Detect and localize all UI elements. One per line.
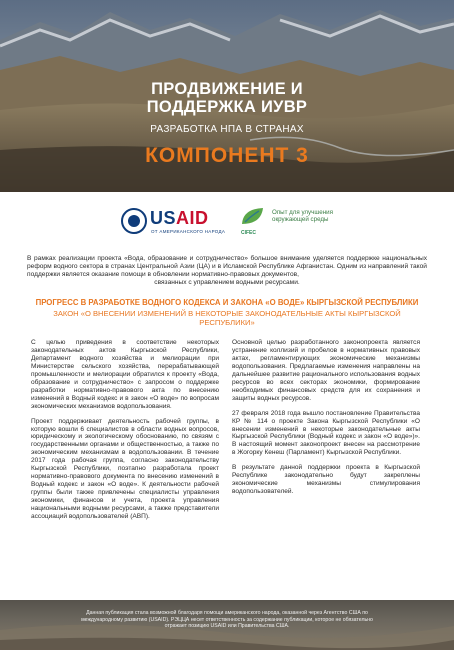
left-paragraph-1: С целью приведения в соответствие некоторых законодательных актов Кыргызской Республики, Департамент водного хозяйства и мелиорации при Министерстве сельского хозяйства, перерабатывающей промышленности и мелиорации обратился к проекту «Вода, образование и сотрудничество» с запросом о поддержке разработки нормативно-правового акта по внесению изменений в Водный кодекс и в закон «О воде» по вопросам экономических механизмов водопользования. <box>31 339 219 410</box>
intro-text: В рамках реализации проекта «Вода, образование и сотрудничество» большое внимание уделяется поддержке национальных реформ водного сектора в странах Центральной Азии (ЦА) и в Исламской Республике Афганистан. Одним из направлений такой поддержки является оказание помощи в обновлении нормативно-правовых документов, <box>27 255 427 278</box>
left-column <box>31 339 219 528</box>
cifec-tagline: Опыт для улучшения окружающей среды <box>272 209 333 224</box>
usaid-logo-aid: AID <box>176 208 209 228</box>
section-subheading: ЗАКОН «О ВНЕСЕНИИ ИЗМЕНЕНИЙ В НЕКОТОРЫЕ ЗАКОНОДАТЕЛЬНЫЕ АКТЫ КЫРГЫЗСКОЙ РЕСПУБЛИКИ» <box>53 309 401 327</box>
left-paragraph-2: Проект поддерживает деятельность рабочей группы, в которую вошли 6 специалистов в области водных вопросов, юридическому и экологическому обоснованию, по связям с государственными органами и общественностью, а также по экономическим механизмам в водопользовании. В течение 2017 года рабочая группа, согласно законодательству Кыргызской Республики, поэтапно разработала проект нормативно-правового документа по внесению изменений в Водный кодекс и закон «О воде». К деятельности рабочей группы были также привлечены специалисты управления экономики, финансов и учета, проекта управления национальными водными ресурсами, а также представители ассоциаций водопользователей (АВП). <box>31 417 219 521</box>
right-paragraph-3: В результате данной поддержки проекта в Кыргызской Республике законодательно будут закреплены экономические механизмы стимулирования водопользователей. <box>232 464 420 496</box>
hero-title-line2: ПОДДЕРЖКА ИУВР <box>146 98 308 116</box>
cifec-leaf-icon <box>239 206 267 228</box>
footer-disclaimer: Данная публикация стала возможной благодаря помощи американского народа, оказанной через Агентство США по международному развитию (USAID). РЭЦЦА несет ответственность за содержание публикации, которое не обязательно отражает позицию USAID или Правительства США. <box>81 610 373 630</box>
usaid-seal-icon <box>121 208 147 234</box>
usaid-logo <box>150 208 209 229</box>
intro-text-last: связанных с управлением водными ресурсами. <box>154 279 300 286</box>
partner-logos <box>0 200 454 246</box>
right-paragraph-2: 27 февраля 2018 года вышло постановление Правительства КР № 114 о проекте Закона Кыргызской Республики «О внесении изменений в некоторые законодательные акты Кыргызской Республики (Водный кодекс и закон «О воде»)». В настоящий момент законопроект внесен на рассмотрение в Жогорку Кенеш (Парламент) Кыргызской Республики. <box>232 409 420 457</box>
cifec-label: CIFEC <box>241 230 256 236</box>
footer-banner <box>0 600 454 650</box>
hero-subtitle: РАЗРАБОТКА НПА В СТРАНАХ <box>150 124 304 135</box>
section-heading: ПРОГРЕСС В РАЗРАБОТКЕ ВОДНОГО КОДЕКСА И ЗАКОНА «О ВОДЕ» КЫРГЫЗСКОЙ РЕСПУБЛИКИ <box>35 298 419 307</box>
component-title: КОМПОНЕНТ 3 <box>145 144 309 167</box>
hero-banner <box>0 0 454 192</box>
intro-paragraph <box>27 255 427 287</box>
right-column <box>232 339 420 503</box>
usaid-logo-us: US <box>150 208 177 228</box>
right-paragraph-1: Основной целью разработанного законопроекта является устранение коллизий и пробелов в нормативных правовых актах, регламентирующих экономические механизмы водопользования. Предлагаемые изменения направлены на дальнейшее развитие рационального использования водных ресурсов во всех секторах экономики, формирование необходимых финансовых средств для их сохранения и защиты водных ресурсов. <box>232 339 420 402</box>
usaid-tagline: ОТ АМЕРИКАНСКОГО НАРОДА <box>151 229 226 234</box>
hero-title-line1: ПРОДВИЖЕНИЕ И <box>151 80 303 98</box>
